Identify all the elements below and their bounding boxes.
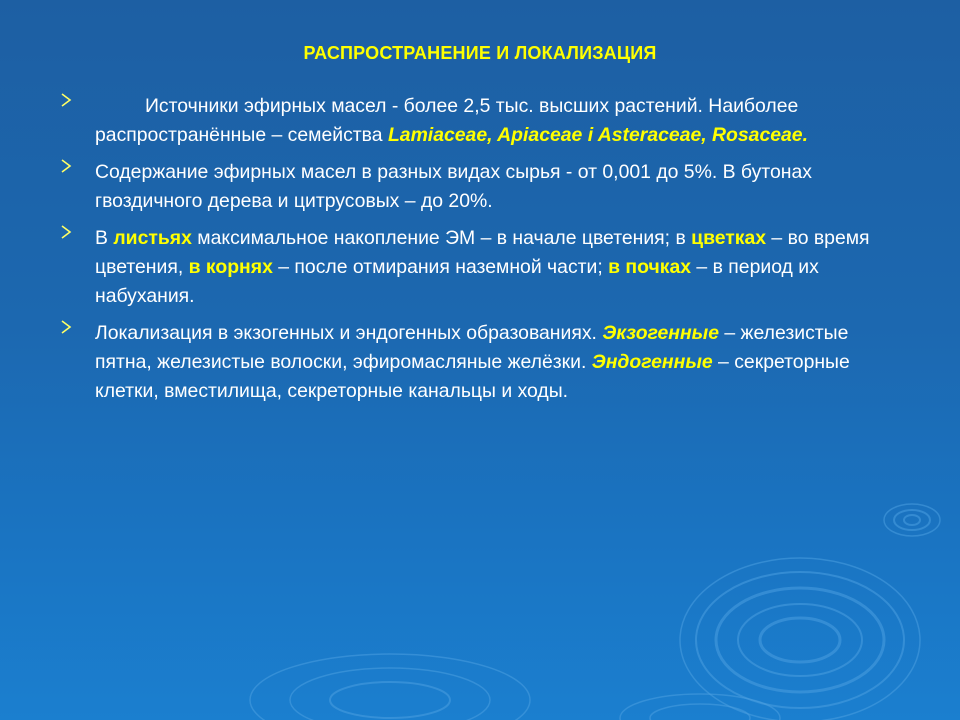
- bullet-item-localization: [60, 319, 900, 406]
- highlight-leaves: листьях: [113, 227, 192, 249]
- highlight-exogenous: Экзогенные: [602, 322, 719, 344]
- chevron-right-icon: [60, 93, 74, 109]
- slide-title: РАСПРОСТРАНЕНИЕ И ЛОКАЛИЗАЦИЯ: [303, 43, 657, 63]
- bullet-item-content: [60, 158, 900, 216]
- bullet-text: – во время цветения,: [95, 227, 870, 278]
- bullet-text: – железистые пятна, железистые волоски, эфиромасляные желёзки.: [95, 322, 849, 373]
- chevron-right-icon: [60, 320, 74, 336]
- bullet-list: [60, 92, 900, 414]
- bullet-text: Локализация в экзогенных и эндогенных образованиях.: [95, 322, 603, 344]
- highlight-flowers: цветках: [691, 227, 767, 249]
- highlight-buds: в почках: [608, 256, 692, 278]
- chevron-right-icon: [60, 159, 74, 175]
- bullet-text: В: [95, 227, 114, 249]
- bullet-text: максимальное накопление ЭМ – в начале цветения; в: [191, 227, 692, 249]
- bullet-text: – после отмирания наземной части;: [272, 256, 609, 278]
- highlight-families: Lamiaceae, Apiaceae i Asteraceae, Rosaceae.: [387, 124, 808, 146]
- bullet-text: – в период их набухания.: [95, 256, 819, 307]
- bullet-item-accumulation: [60, 224, 900, 311]
- highlight-endogenous: Эндогенные: [591, 351, 713, 373]
- bullet-text: Источники эфирных масел - более 2,5 тыс. высших растений. Наиболее распространённые – семейства: [95, 95, 799, 146]
- bullet-item-sources: [60, 92, 900, 150]
- highlight-roots: в корнях: [188, 256, 273, 278]
- chevron-right-icon: [60, 225, 74, 241]
- bullet-text: Содержание эфирных масел в разных видах сырья - от 0,001 до 5%. В бутонах гвоздичного дерева и цитрусовых – до 20%.: [95, 161, 812, 212]
- bullet-text: – секреторные клетки, вместилища, секреторные канальцы и ходы.: [95, 351, 850, 402]
